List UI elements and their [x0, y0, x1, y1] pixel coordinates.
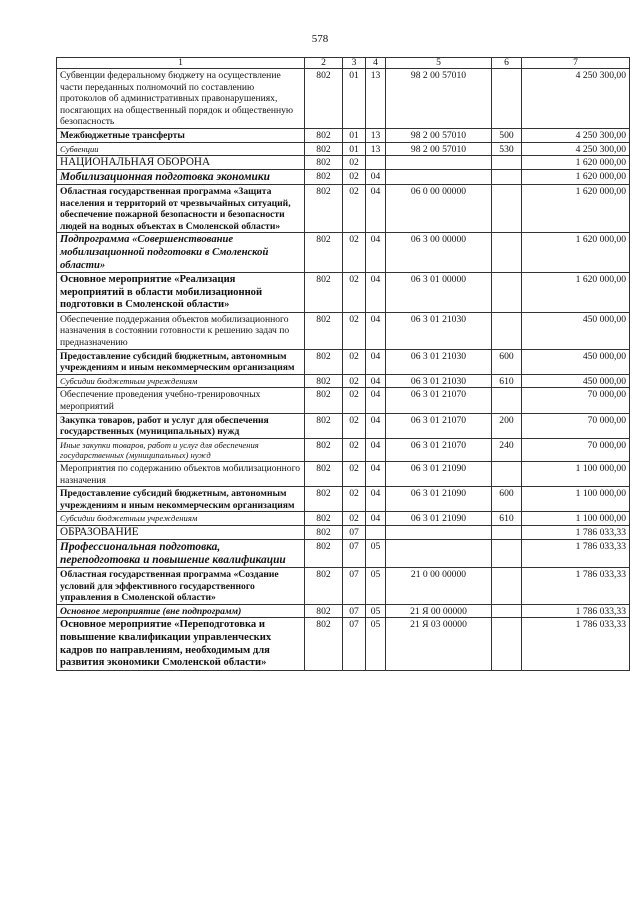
row-col4: 04	[366, 462, 386, 487]
row-name: Областная государственная программа «Защита населения и территорий от чрезвычайных ситуаций, обеспечение пожарной безопасности и безопасности людей на водных объектах в Смоленской области»	[57, 184, 305, 232]
row-col7: 1 786 033,33	[522, 604, 630, 618]
table-row	[57, 128, 630, 142]
row-col5: 06 3 00 00000	[386, 233, 492, 273]
row-col2: 802	[305, 184, 343, 232]
row-name: Субвенции	[57, 142, 305, 156]
row-col2: 802	[305, 604, 343, 618]
row-col4: 04	[366, 388, 386, 413]
table-row	[57, 374, 630, 388]
row-col3: 02	[343, 413, 366, 438]
row-col7: 1 786 033,33	[522, 567, 630, 604]
row-name: Предоставление субсидий бюджетным, автономным учреждениям и иным некоммерческим организациям	[57, 349, 305, 374]
row-col5: 98 2 00 57010	[386, 142, 492, 156]
row-col4	[366, 525, 386, 539]
row-col5	[386, 539, 492, 567]
row-col4: 04	[366, 169, 386, 184]
row-name: Подпрограмма «Совершенствование мобилизационной подготовки в Смоленской области»	[57, 233, 305, 273]
row-col5: 21 Я 00 00000	[386, 604, 492, 618]
row-col7: 1 620 000,00	[522, 156, 630, 170]
header-cell-6: 6	[492, 58, 522, 69]
row-col4: 04	[366, 233, 386, 273]
row-col4: 04	[366, 374, 386, 388]
row-col6	[492, 233, 522, 273]
row-col5	[386, 169, 492, 184]
row-col7: 1 100 000,00	[522, 512, 630, 526]
row-col3: 02	[343, 312, 366, 349]
row-col5: 06 3 01 21090	[386, 512, 492, 526]
page-number: 578	[311, 33, 329, 45]
row-col5: 06 3 01 21070	[386, 413, 492, 438]
table-row	[57, 156, 630, 170]
row-col7: 1 100 000,00	[522, 487, 630, 512]
row-name: Обеспечение поддержания объектов мобилизационного назначения в состоянии готовности к решению задач по предназначению	[57, 312, 305, 349]
table-row	[57, 184, 630, 232]
table-row	[57, 525, 630, 539]
row-name: Основное мероприятие «Переподготовка и повышение квалификации управленческих кадров по направлениям, необходимым для развития экономики Смоленской области»	[57, 618, 305, 670]
table-row	[57, 233, 630, 273]
row-name: Мобилизационная подготовка экономики	[57, 169, 305, 184]
row-col2: 802	[305, 618, 343, 670]
row-col3: 02	[343, 349, 366, 374]
row-col6	[492, 618, 522, 670]
table-row	[57, 567, 630, 604]
row-col5: 06 3 01 21090	[386, 462, 492, 487]
header-cell-1: 1	[57, 58, 305, 69]
row-col2: 802	[305, 69, 343, 129]
row-name: Мероприятия по содержанию объектов мобилизационного назначения	[57, 462, 305, 487]
row-col3: 02	[343, 374, 366, 388]
table-row	[57, 604, 630, 618]
row-col5: 06 3 01 21030	[386, 349, 492, 374]
table-row	[57, 618, 630, 670]
row-name: Основное мероприятие (вне подпрограмм)	[57, 604, 305, 618]
row-col2: 802	[305, 438, 343, 461]
row-col4: 05	[366, 539, 386, 567]
row-name: Обеспечение проведения учебно-тренировочных мероприятий	[57, 388, 305, 413]
row-col4: 13	[366, 128, 386, 142]
row-col5	[386, 156, 492, 170]
row-col4	[366, 156, 386, 170]
row-col2: 802	[305, 462, 343, 487]
row-col5: 06 3 01 21090	[386, 487, 492, 512]
table-row	[57, 349, 630, 374]
row-col4: 04	[366, 438, 386, 461]
row-col3: 02	[343, 388, 366, 413]
row-col2: 802	[305, 512, 343, 526]
row-col3: 01	[343, 128, 366, 142]
table-row	[57, 462, 630, 487]
row-col2: 802	[305, 156, 343, 170]
row-col2: 802	[305, 539, 343, 567]
row-col7: 1 620 000,00	[522, 184, 630, 232]
row-col4: 04	[366, 312, 386, 349]
row-col3: 02	[343, 512, 366, 526]
row-col7: 1 620 000,00	[522, 169, 630, 184]
table-row	[57, 169, 630, 184]
table-header-row	[57, 58, 630, 69]
row-col6	[492, 525, 522, 539]
row-col6	[492, 462, 522, 487]
row-col4: 04	[366, 413, 386, 438]
row-col3: 02	[343, 156, 366, 170]
row-col2: 802	[305, 233, 343, 273]
row-col4: 04	[366, 487, 386, 512]
header-cell-5: 5	[386, 58, 492, 69]
row-col4: 04	[366, 273, 386, 313]
row-col2: 802	[305, 567, 343, 604]
row-col6: 610	[492, 512, 522, 526]
row-col6: 600	[492, 349, 522, 374]
row-col6	[492, 604, 522, 618]
row-col2: 802	[305, 312, 343, 349]
row-col5: 21 0 00 00000	[386, 567, 492, 604]
row-name: Субсидии бюджетным учреждениям	[57, 512, 305, 526]
row-col3: 02	[343, 487, 366, 512]
header-cell-7: 7	[522, 58, 630, 69]
row-col7: 450 000,00	[522, 374, 630, 388]
row-col6	[492, 69, 522, 129]
row-name: Профессиональная подготовка, переподготовка и повышение квалификации	[57, 539, 305, 567]
row-col4: 13	[366, 69, 386, 129]
row-col5: 06 3 01 21030	[386, 312, 492, 349]
row-name: Иные закупки товаров, работ и услуг для обеспечения государственных (муниципальных) нужд	[57, 438, 305, 461]
row-col3: 07	[343, 618, 366, 670]
row-col4: 05	[366, 618, 386, 670]
row-col2: 802	[305, 128, 343, 142]
row-col7: 1 620 000,00	[522, 273, 630, 313]
row-col2: 802	[305, 487, 343, 512]
row-col4: 04	[366, 349, 386, 374]
row-col3: 02	[343, 233, 366, 273]
row-col7: 1 620 000,00	[522, 233, 630, 273]
row-col6	[492, 169, 522, 184]
row-col2: 802	[305, 525, 343, 539]
table-row	[57, 273, 630, 313]
row-col4: 05	[366, 567, 386, 604]
row-col3: 01	[343, 69, 366, 129]
row-col7: 4 250 300,00	[522, 69, 630, 129]
row-col6: 240	[492, 438, 522, 461]
row-col2: 802	[305, 349, 343, 374]
row-col2: 802	[305, 169, 343, 184]
row-name: Субвенции федеральному бюджету на осуществление части переданных полномочий по составлению протоколов об административных правонарушениях, посягающих на общественный порядок и общественную безопасность	[57, 69, 305, 129]
row-col6	[492, 539, 522, 567]
row-col5: 06 0 00 00000	[386, 184, 492, 232]
row-col4: 04	[366, 512, 386, 526]
row-col5: 06 3 01 21070	[386, 388, 492, 413]
row-col7: 4 250 300,00	[522, 128, 630, 142]
row-col3: 02	[343, 184, 366, 232]
row-col5: 06 3 01 21070	[386, 438, 492, 461]
row-col3: 02	[343, 169, 366, 184]
budget-table	[56, 57, 630, 671]
table-row	[57, 512, 630, 526]
row-col5: 98 2 00 57010	[386, 69, 492, 129]
row-col3: 07	[343, 539, 366, 567]
table-row	[57, 312, 630, 349]
row-col7: 70 000,00	[522, 388, 630, 413]
row-col4: 13	[366, 142, 386, 156]
row-col2: 802	[305, 273, 343, 313]
header-cell-3: 3	[343, 58, 366, 69]
row-col3: 07	[343, 567, 366, 604]
table-row	[57, 69, 630, 129]
row-col6	[492, 567, 522, 604]
row-col5: 98 2 00 57010	[386, 128, 492, 142]
header-cell-4: 4	[366, 58, 386, 69]
row-name: Областная государственная программа «Создание условий для эффективного государственного управления в Смоленской области»	[57, 567, 305, 604]
row-col3: 07	[343, 525, 366, 539]
row-col5	[386, 525, 492, 539]
row-col7: 1 786 033,33	[522, 618, 630, 670]
row-name: Закупка товаров, работ и услуг для обеспечения государственных (муниципальных) нужд	[57, 413, 305, 438]
row-col7: 4 250 300,00	[522, 142, 630, 156]
row-col6	[492, 184, 522, 232]
table-row	[57, 487, 630, 512]
row-col6: 610	[492, 374, 522, 388]
row-col3: 01	[343, 142, 366, 156]
table-row	[57, 142, 630, 156]
row-name: ОБРАЗОВАНИЕ	[57, 525, 305, 539]
row-col7: 70 000,00	[522, 438, 630, 461]
row-col6: 500	[492, 128, 522, 142]
row-col7: 1 786 033,33	[522, 539, 630, 567]
row-col5: 06 3 01 00000	[386, 273, 492, 313]
row-col6	[492, 312, 522, 349]
row-col6: 600	[492, 487, 522, 512]
table-row	[57, 539, 630, 567]
row-name: Субсидии бюджетным учреждениям	[57, 374, 305, 388]
row-col7: 1 100 000,00	[522, 462, 630, 487]
row-col5: 06 3 01 21030	[386, 374, 492, 388]
row-col2: 802	[305, 413, 343, 438]
table-row	[57, 413, 630, 438]
row-col2: 802	[305, 388, 343, 413]
row-col6	[492, 156, 522, 170]
row-col7: 70 000,00	[522, 413, 630, 438]
table-row	[57, 388, 630, 413]
row-col6: 530	[492, 142, 522, 156]
row-col7: 1 786 033,33	[522, 525, 630, 539]
row-col2: 802	[305, 374, 343, 388]
row-col6: 200	[492, 413, 522, 438]
row-col6	[492, 388, 522, 413]
row-col7: 450 000,00	[522, 312, 630, 349]
row-col3: 07	[343, 604, 366, 618]
table-body	[57, 58, 630, 671]
row-col3: 02	[343, 438, 366, 461]
row-col4: 04	[366, 184, 386, 232]
row-name: Основное мероприятие «Реализация мероприятий в области мобилизационной подготовки в Смоленской области»	[57, 273, 305, 313]
row-name: НАЦИОНАЛЬНАЯ ОБОРОНА	[57, 156, 305, 170]
row-col3: 02	[343, 462, 366, 487]
row-col7: 450 000,00	[522, 349, 630, 374]
row-name: Межбюджетные трансферты	[57, 128, 305, 142]
row-col2: 802	[305, 142, 343, 156]
table-row	[57, 438, 630, 461]
row-col6	[492, 273, 522, 313]
row-col4: 05	[366, 604, 386, 618]
row-name: Предоставление субсидий бюджетным, автономным учреждениям и иным некоммерческим организациям	[57, 487, 305, 512]
row-col5: 21 Я 03 00000	[386, 618, 492, 670]
header-cell-2: 2	[305, 58, 343, 69]
row-col3: 02	[343, 273, 366, 313]
